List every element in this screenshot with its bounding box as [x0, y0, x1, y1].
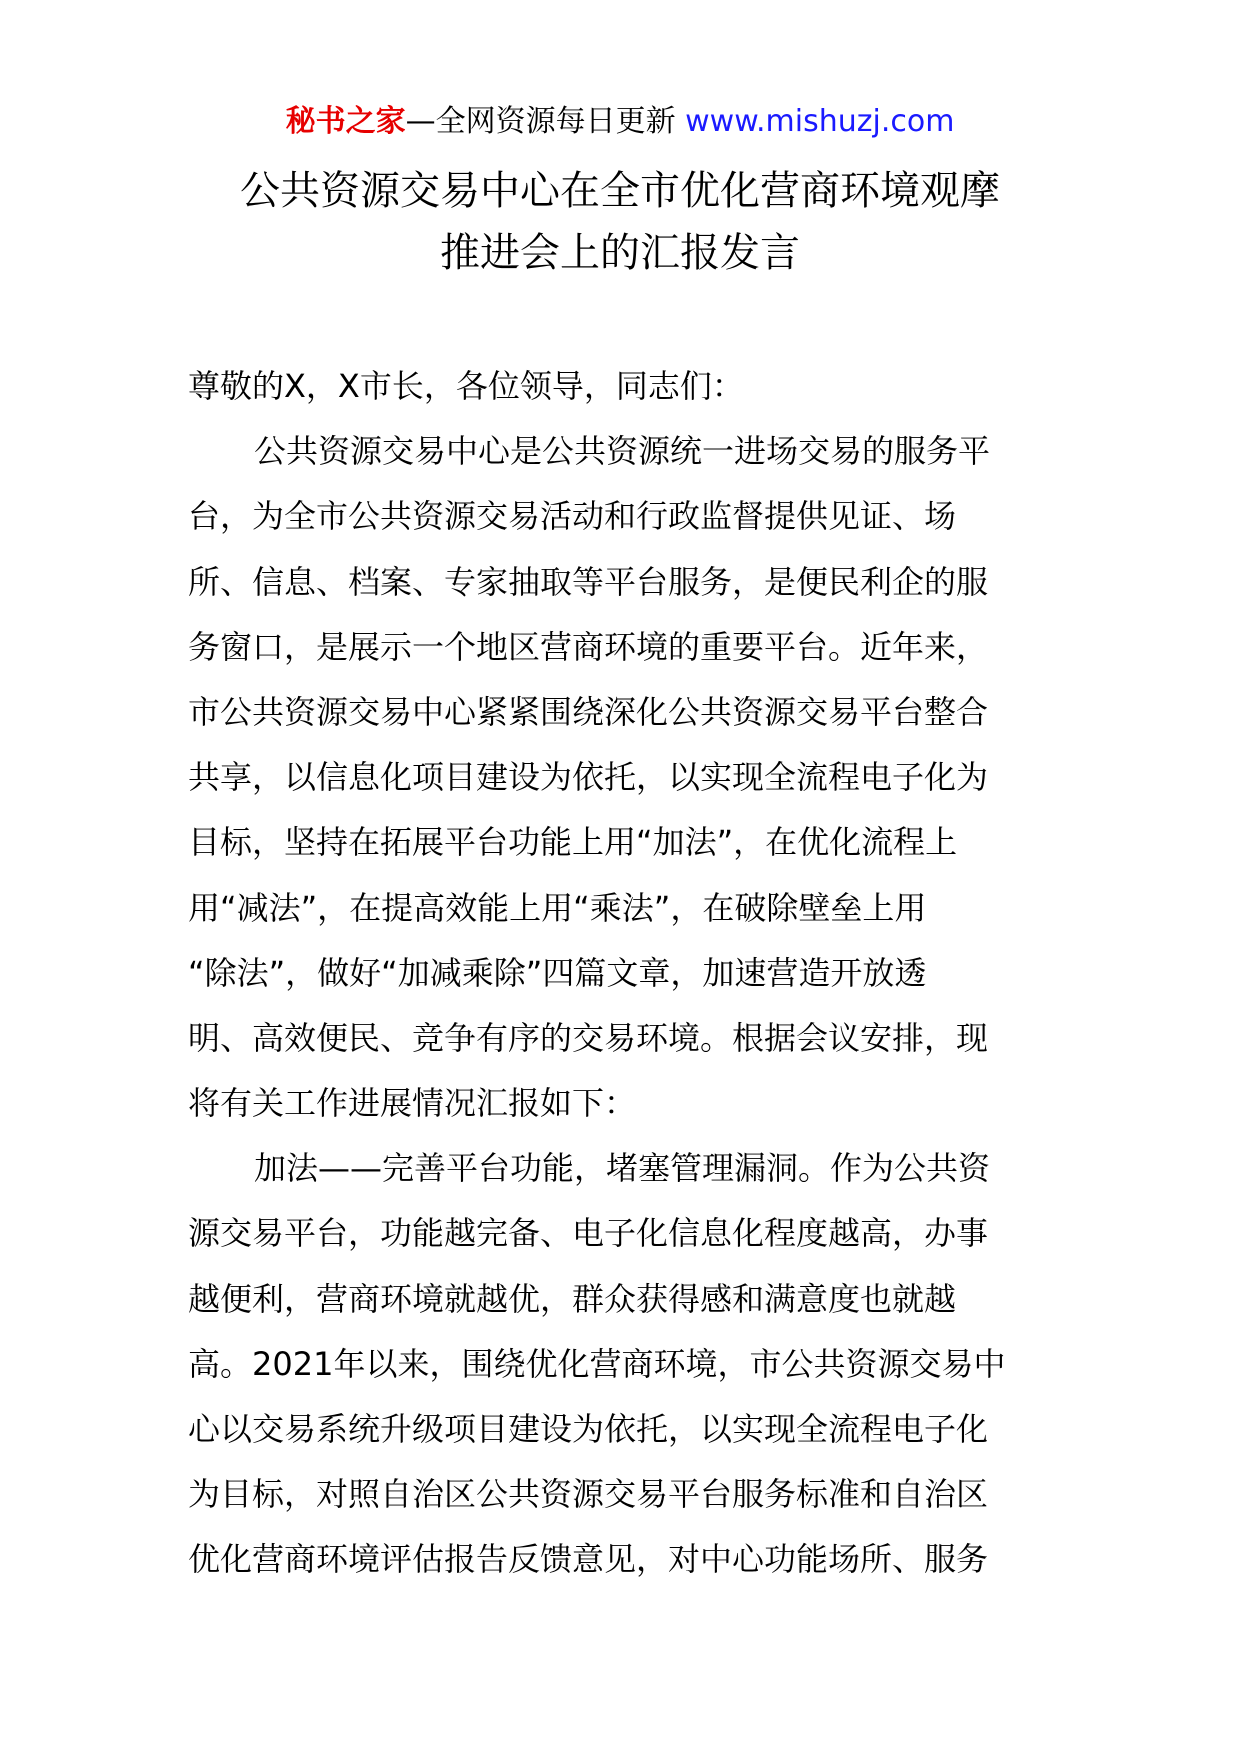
body-line: “除法”，做好“加减乘除”四篇文章，加速营造开放透 — [188, 953, 927, 992]
body-line: 源交易平台，功能越完备、电子化信息化程度越高，办事 — [188, 1214, 989, 1253]
header-tagline: —全网资源每日更新 — [405, 104, 686, 139]
body-line: 高。2021年以来，围绕优化营商环境，市公共资源交易中 — [188, 1344, 1006, 1383]
body-line: 务窗口，是展示一个地区营商环境的重要平台。近年来， — [188, 627, 989, 666]
brand-name: 秘书之家 — [285, 104, 406, 139]
site-header — [0, 102, 1240, 142]
title-line-2: 推进会上的汇报发言 — [440, 230, 800, 276]
body-line: 明、高效便民、竞争有序的交易环境。根据会议安排，现 — [188, 1018, 989, 1057]
document-body — [188, 354, 1056, 1593]
body-line: 加法——完善平台功能，堵塞管理漏洞。作为公共资 — [254, 1149, 991, 1188]
body-line: 为目标，对照自治区公共资源交易平台服务标准和自治区 — [188, 1475, 989, 1514]
body-line: 用“减法”，在提高效能上用“乘法”，在破除壁垒上用 — [188, 888, 927, 927]
body-line: 公共资源交易中心是公共资源统一进场交易的服务平 — [254, 432, 991, 471]
body-line: 台，为全市公共资源交易活动和行政监督提供见证、场 — [188, 497, 957, 536]
body-line: 优化营商环境评估报告反馈意见，对中心功能场所、服务 — [188, 1540, 989, 1579]
body-line: 心以交易系统升级项目建设为依托，以实现全流程电子化 — [188, 1410, 989, 1448]
site-url-link[interactable]: www.mishuzj.com — [685, 104, 955, 139]
salutation-line: 尊敬的X，X市长，各位领导，同志们： — [188, 367, 744, 405]
body-line: 所、信息、档案、专家抽取等平台服务，是便民利企的服 — [188, 562, 989, 601]
title-line-1: 公共资源交易中心在全市优化营商环境观摩 — [240, 168, 1000, 214]
body-line: 将有关工作进展情况汇报如下： — [188, 1084, 637, 1123]
body-line: 共享，以信息化项目建设为依托，以实现全流程电子化为 — [188, 758, 989, 797]
document-title — [100, 160, 1140, 284]
body-line: 目标，坚持在拓展平台功能上用“加法”，在优化流程上 — [188, 823, 958, 862]
body-line: 市公共资源交易中心紧紧围绕深化公共资源交易平台整合 — [188, 692, 989, 731]
body-line: 越便利，营商环境就越优，群众获得感和满意度也就越 — [188, 1279, 957, 1318]
